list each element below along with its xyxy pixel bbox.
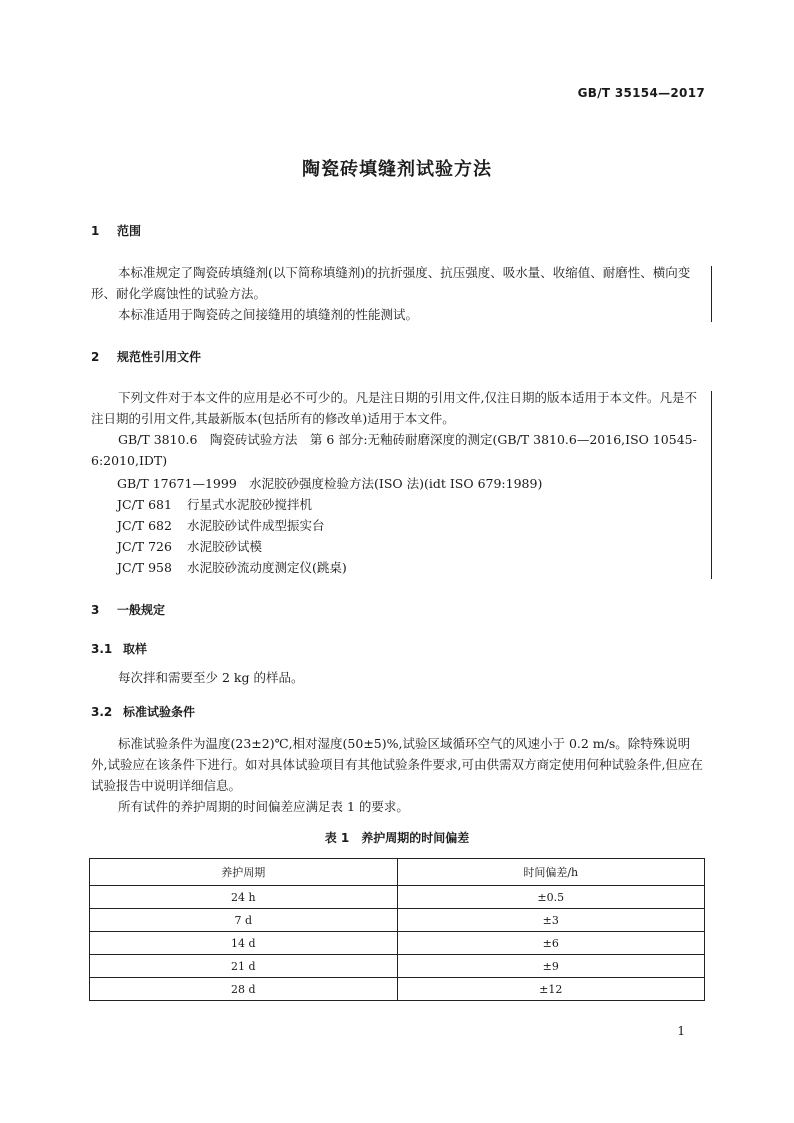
document-title: 陶瓷砖填缝剂试验方法 bbox=[302, 159, 492, 180]
reference-item bbox=[117, 537, 262, 555]
reference-title: 水泥胶砂流动度测定仪(跳桌) bbox=[187, 560, 347, 575]
change-bar bbox=[711, 391, 712, 579]
section-3-2-heading bbox=[91, 703, 195, 720]
table-cell: ±12 bbox=[397, 978, 705, 1001]
reference-code: JC/T 682 bbox=[117, 518, 172, 533]
table-header-row bbox=[90, 859, 705, 886]
reference-item bbox=[117, 558, 347, 576]
section-title: 标准试验条件 bbox=[123, 705, 196, 719]
reference-code: JC/T 681 bbox=[117, 497, 172, 512]
section-number: 2 bbox=[91, 350, 100, 364]
table-row bbox=[90, 978, 705, 1001]
table-cell: ±0.5 bbox=[397, 886, 705, 909]
page-number: 1 bbox=[677, 1024, 685, 1038]
table-cell: ±9 bbox=[397, 955, 705, 978]
table-cell: ±3 bbox=[397, 909, 705, 932]
reference-code: JC/T 726 bbox=[117, 539, 172, 554]
section-title: 一般规定 bbox=[117, 603, 166, 617]
section-title: 范围 bbox=[117, 224, 142, 238]
reference-item bbox=[117, 495, 312, 513]
section-3-heading bbox=[91, 601, 165, 618]
reference-item: GB/T 3810.6 陶瓷砖试验方法 第 6 部分:无釉砖耐磨深度的测定(GB/T 3810.6—2016,ISO 10545-6:2010,IDT) bbox=[91, 432, 697, 468]
reference-item bbox=[117, 516, 325, 534]
reference-code: JC/T 958 bbox=[117, 560, 172, 575]
table-row bbox=[90, 886, 705, 909]
column-header: 时间偏差/h bbox=[397, 859, 705, 886]
section-title: 取样 bbox=[123, 642, 148, 656]
table-cell: 7 d bbox=[90, 909, 398, 932]
table-row bbox=[90, 909, 705, 932]
section-number: 3.1 bbox=[91, 642, 113, 656]
table-caption: 表 1 养护周期的时间偏差 bbox=[324, 831, 470, 845]
reference-title: 水泥胶砂强度检验方法(ISO 法)(idt ISO 679:1989) bbox=[249, 476, 543, 491]
column-header: 养护周期 bbox=[90, 859, 398, 886]
table-row bbox=[90, 955, 705, 978]
test-conditions-paragraph: 标准试验条件为温度(23±2)℃,相对湿度(50±5)%,试验区域循环空气的风速小于 0.2 m/s。除特殊说明外,试验应在该条件下进行。如对具体试验项目有其他试验条件要求,可由供需双方商定使用何种试验条件,但应在试验报告中说明详细信息。 bbox=[91, 736, 703, 793]
scope-paragraph-1: 本标准规定了陶瓷砖填缝剂(以下简称填缝剂)的抗折强度、抗压强度、吸水量、收缩值、耐磨性、横向变形、耐化学腐蚀性的试验方法。 bbox=[91, 265, 691, 301]
section-number: 3.2 bbox=[91, 705, 113, 719]
section-number: 3 bbox=[91, 603, 100, 617]
table-cell: 28 d bbox=[90, 978, 398, 1001]
section-2-heading bbox=[91, 348, 201, 365]
standard-code: GB/T 35154—2017 bbox=[577, 86, 705, 100]
section-3-1-heading bbox=[91, 640, 147, 657]
reference-item bbox=[117, 474, 542, 492]
table-cell: ±6 bbox=[397, 932, 705, 955]
section-number: 1 bbox=[91, 224, 100, 238]
curing-requirement-paragraph: 所有试件的养护周期的时间偏差应满足表 1 的要求。 bbox=[118, 799, 409, 814]
curing-deviation-table bbox=[89, 858, 705, 1001]
table-cell: 21 d bbox=[90, 955, 398, 978]
reference-title: 水泥胶砂试件成型振实台 bbox=[187, 518, 325, 533]
scope-paragraph-2: 本标准适用于陶瓷砖之间接缝用的填缝剂的性能测试。 bbox=[118, 307, 419, 322]
sampling-paragraph: 每次拌和需要至少 2 kg 的样品。 bbox=[118, 670, 304, 685]
table-cell: 14 d bbox=[90, 932, 398, 955]
table-row bbox=[90, 932, 705, 955]
section-1-heading bbox=[91, 222, 141, 239]
reference-title: 水泥胶砂试模 bbox=[187, 539, 263, 554]
table-cell: 24 h bbox=[90, 886, 398, 909]
section-title: 规范性引用文件 bbox=[117, 350, 202, 364]
reference-title: 行星式水泥胶砂搅拌机 bbox=[187, 497, 313, 512]
change-bar bbox=[711, 266, 712, 322]
normative-references-intro: 下列文件对于本文件的应用是必不可少的。凡是注日期的引用文件,仅注日期的版本适用于本文件。凡是不注日期的引用文件,其最新版本(包括所有的修改单)适用于本文件。 bbox=[91, 390, 697, 426]
reference-code: GB/T 17671—1999 bbox=[117, 476, 237, 491]
